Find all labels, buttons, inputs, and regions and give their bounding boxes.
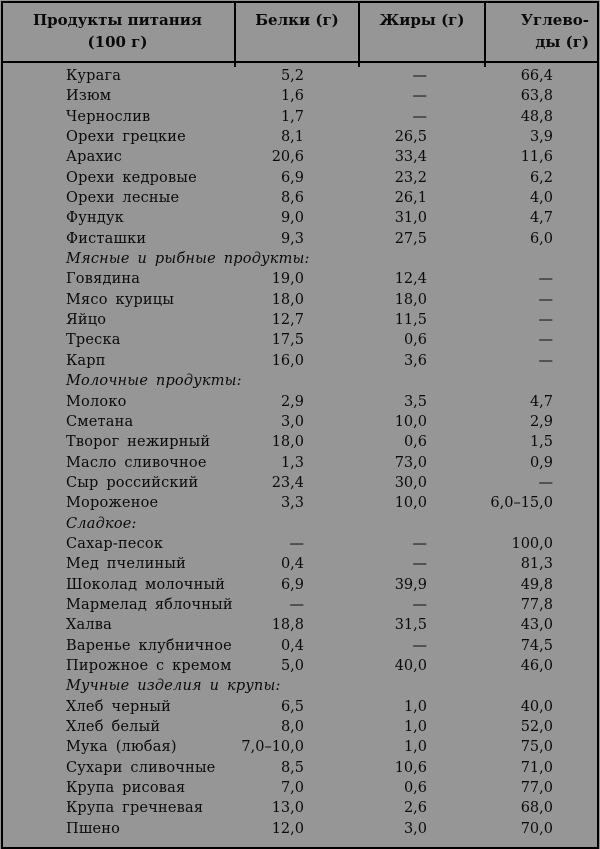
header-text: Жиры (г)	[379, 11, 465, 29]
carbs-value: 1,5	[529, 434, 553, 451]
product-name: Курага	[66, 68, 122, 84]
fat-value: 0,6	[403, 434, 427, 451]
protein-value: 0,4	[280, 556, 304, 573]
table-row	[3, 595, 597, 615]
category-row	[3, 249, 597, 269]
protein-value: 19,0	[271, 271, 304, 288]
fat-value: 12,4	[394, 271, 427, 288]
table-row	[3, 493, 597, 513]
product-name: Орехи кедровые	[66, 169, 197, 186]
protein-value: 5,2	[280, 68, 304, 84]
protein-value: 1,7	[280, 108, 304, 125]
product-name: Хлеб черный	[66, 698, 171, 715]
header-fat	[358, 3, 484, 67]
protein-value: 18,0	[271, 434, 304, 451]
carbs-value: 66,4	[520, 68, 553, 84]
protein-value: 7,0–10,0	[241, 739, 304, 756]
fat-value: 3,6	[403, 352, 427, 369]
fat-value: 40,0	[394, 657, 427, 674]
carbs-value: 4,0	[529, 190, 553, 207]
table-row	[3, 554, 597, 574]
table-row	[3, 66, 597, 86]
table-row	[3, 147, 597, 167]
product-name: Мясо курицы	[66, 291, 175, 308]
header-carbs	[484, 3, 599, 67]
protein-value: 9,0	[280, 210, 304, 227]
carbs-value: 4,7	[529, 393, 553, 410]
protein-value: 8,6	[280, 190, 304, 207]
fat-value: 11,5	[394, 312, 427, 329]
protein-value: 2,9	[280, 393, 304, 410]
protein-value: 17,5	[271, 332, 304, 349]
product-name: Крупа рисовая	[66, 780, 186, 797]
fat-value: —	[412, 637, 427, 654]
category-row	[3, 371, 597, 391]
product-name: Сухари сливочные	[66, 759, 216, 776]
category-row	[3, 676, 597, 696]
fat-value: 1,0	[403, 739, 427, 756]
product-name: Шоколад молочный	[66, 576, 226, 593]
table-row	[3, 737, 597, 757]
protein-value: 18,8	[271, 617, 304, 634]
table-row	[3, 229, 597, 249]
product-name: Яйцо	[66, 312, 107, 329]
product-name: Сыр российский	[66, 474, 199, 491]
category-label: Мясные и рыбные продукты:	[66, 251, 310, 268]
fat-value: 23,2	[394, 169, 427, 186]
product-name: Мед пчелиный	[66, 556, 186, 573]
fat-value: —	[412, 88, 427, 105]
fat-value: 10,0	[394, 495, 427, 512]
protein-value: 7,0	[280, 780, 304, 797]
table-row	[3, 86, 597, 106]
product-name: Арахис	[66, 149, 123, 166]
protein-value: 12,7	[271, 312, 304, 329]
fat-value: 3,0	[403, 820, 427, 837]
carbs-value: 3,9	[529, 129, 553, 146]
table-row	[3, 107, 597, 127]
table-row	[3, 412, 597, 432]
carbs-value: 52,0	[520, 719, 553, 735]
carbs-value: 11,6	[520, 149, 553, 166]
product-name: Треска	[66, 332, 121, 349]
carbs-value: 77,0	[520, 780, 553, 797]
product-name: Молоко	[66, 393, 127, 410]
carbs-value: 0,9	[529, 454, 553, 471]
table-row	[3, 432, 597, 452]
protein-value: 20,6	[271, 149, 304, 166]
carbs-value: 100,0	[511, 535, 553, 552]
protein-value: 6,5	[280, 698, 304, 715]
protein-value: 1,6	[280, 88, 304, 105]
table-row	[3, 473, 597, 493]
carbs-value: 81,3	[520, 556, 553, 573]
fat-value: 10,0	[394, 413, 427, 430]
fat-value: 3,5	[403, 393, 427, 410]
carbs-value: 70,0	[520, 820, 553, 837]
product-name: Фундук	[66, 210, 124, 227]
fat-value: 1,0	[403, 719, 427, 735]
product-name: Варенье клубничное	[66, 637, 232, 654]
header-text: Углево-	[520, 11, 589, 29]
header-protein	[234, 3, 358, 67]
table-row	[3, 351, 597, 371]
table-row	[3, 819, 597, 839]
carbs-value: —	[538, 291, 553, 308]
protein-value: 8,0	[280, 719, 304, 735]
nutrition-table	[1, 1, 599, 849]
product-name: Фисташки	[66, 230, 147, 247]
table-body	[3, 66, 597, 839]
carbs-value: 74,5	[520, 637, 553, 654]
fat-value: 26,5	[394, 129, 427, 146]
table-row	[3, 636, 597, 656]
carbs-value: 4,7	[529, 210, 553, 227]
protein-value: 18,0	[271, 291, 304, 308]
product-name: Мука (любая)	[66, 739, 177, 756]
protein-value: 8,5	[280, 759, 304, 776]
fat-value: 31,5	[394, 617, 427, 634]
header-text: Белки (г)	[255, 11, 339, 29]
category-row	[3, 514, 597, 534]
table-row	[3, 310, 597, 330]
carbs-value: —	[538, 474, 553, 491]
table-row	[3, 168, 597, 188]
carbs-value: —	[538, 312, 553, 329]
protein-value: 6,9	[280, 576, 304, 593]
carbs-value: 68,0	[520, 800, 553, 817]
product-name: Сметана	[66, 413, 134, 430]
protein-value: —	[289, 535, 304, 552]
table-row	[3, 758, 597, 778]
table-row	[3, 330, 597, 350]
carbs-value: 63,8	[520, 88, 553, 105]
product-name: Масло сливочное	[66, 454, 207, 471]
carbs-value: 6,0	[529, 230, 553, 247]
table-header	[3, 3, 597, 63]
header-product	[3, 3, 232, 67]
product-name: Мороженое	[66, 495, 159, 512]
protein-value: 12,0	[271, 820, 304, 837]
fat-value: 2,6	[403, 800, 427, 817]
product-name: Пирожное с кремом	[66, 657, 232, 674]
carbs-value: 75,0	[520, 739, 553, 756]
carbs-value: —	[538, 332, 553, 349]
product-name: Хлеб белый	[66, 719, 161, 735]
protein-value: 0,4	[280, 637, 304, 654]
product-name: Говядина	[66, 271, 141, 288]
product-name: Крупа гречневая	[66, 800, 204, 817]
protein-value: 6,9	[280, 169, 304, 186]
fat-value: 1,0	[403, 698, 427, 715]
table-row	[3, 534, 597, 554]
carbs-value: 43,0	[520, 617, 553, 634]
fat-value: 39,9	[394, 576, 427, 593]
table-row	[3, 575, 597, 595]
carbs-value: 77,8	[520, 596, 553, 613]
fat-value: 18,0	[394, 291, 427, 308]
fat-value: 27,5	[394, 230, 427, 247]
protein-value: 23,4	[271, 474, 304, 491]
carbs-value: 71,0	[520, 759, 553, 776]
header-text: ды (г)	[535, 33, 589, 51]
carbs-value: 6,2	[529, 169, 553, 186]
carbs-value: 6,0–15,0	[490, 495, 553, 512]
table-row	[3, 392, 597, 412]
product-name: Сахар-песок	[66, 535, 164, 552]
fat-value: —	[412, 68, 427, 84]
table-row	[3, 798, 597, 818]
table-row	[3, 208, 597, 228]
fat-value: 0,6	[403, 780, 427, 797]
fat-value: 73,0	[394, 454, 427, 471]
product-name: Мармелад яблочный	[66, 596, 233, 613]
header-text: (100 г)	[87, 33, 148, 51]
product-name: Халва	[66, 617, 112, 634]
carbs-value: 40,0	[520, 698, 553, 715]
protein-value: 16,0	[271, 352, 304, 369]
product-name: Изюм	[66, 88, 112, 105]
category-label: Молочные продукты:	[66, 373, 242, 390]
fat-value: —	[412, 556, 427, 573]
carbs-value: 49,8	[520, 576, 553, 593]
table-row	[3, 127, 597, 147]
fat-value: —	[412, 108, 427, 125]
protein-value: —	[289, 596, 304, 613]
protein-value: 1,3	[280, 454, 304, 471]
carbs-value: 48,8	[520, 108, 553, 125]
protein-value: 3,3	[280, 495, 304, 512]
protein-value: 5,0	[280, 657, 304, 674]
table-row	[3, 269, 597, 289]
product-name: Творог нежирный	[66, 434, 211, 451]
fat-value: 26,1	[394, 190, 427, 207]
carbs-value: 2,9	[529, 413, 553, 430]
fat-value: —	[412, 535, 427, 552]
product-name: Орехи грецкие	[66, 129, 186, 146]
protein-value: 9,3	[280, 230, 304, 247]
carbs-value: 46,0	[520, 657, 553, 674]
protein-value: 3,0	[280, 413, 304, 430]
category-label: Мучные изделия и крупы:	[66, 678, 281, 695]
product-name: Орехи лесные	[66, 190, 180, 207]
product-name: Карп	[66, 352, 106, 369]
product-name: Пшено	[66, 820, 121, 837]
fat-value: —	[412, 596, 427, 613]
table-row	[3, 778, 597, 798]
table-row	[3, 656, 597, 676]
table-row	[3, 697, 597, 717]
fat-value: 31,0	[394, 210, 427, 227]
product-name: Чернослив	[66, 108, 151, 125]
table-row	[3, 615, 597, 635]
table-row	[3, 290, 597, 310]
header-text: Продукты питания	[33, 11, 202, 29]
carbs-value: —	[538, 352, 553, 369]
fat-value: 33,4	[394, 149, 427, 166]
protein-value: 8,1	[280, 129, 304, 146]
table-row	[3, 717, 597, 737]
carbs-value: —	[538, 271, 553, 288]
fat-value: 10,6	[394, 759, 427, 776]
protein-value: 13,0	[271, 800, 304, 817]
category-label: Сладкое:	[66, 515, 137, 532]
table-row	[3, 453, 597, 473]
fat-value: 30,0	[394, 474, 427, 491]
table-row	[3, 188, 597, 208]
fat-value: 0,6	[403, 332, 427, 349]
